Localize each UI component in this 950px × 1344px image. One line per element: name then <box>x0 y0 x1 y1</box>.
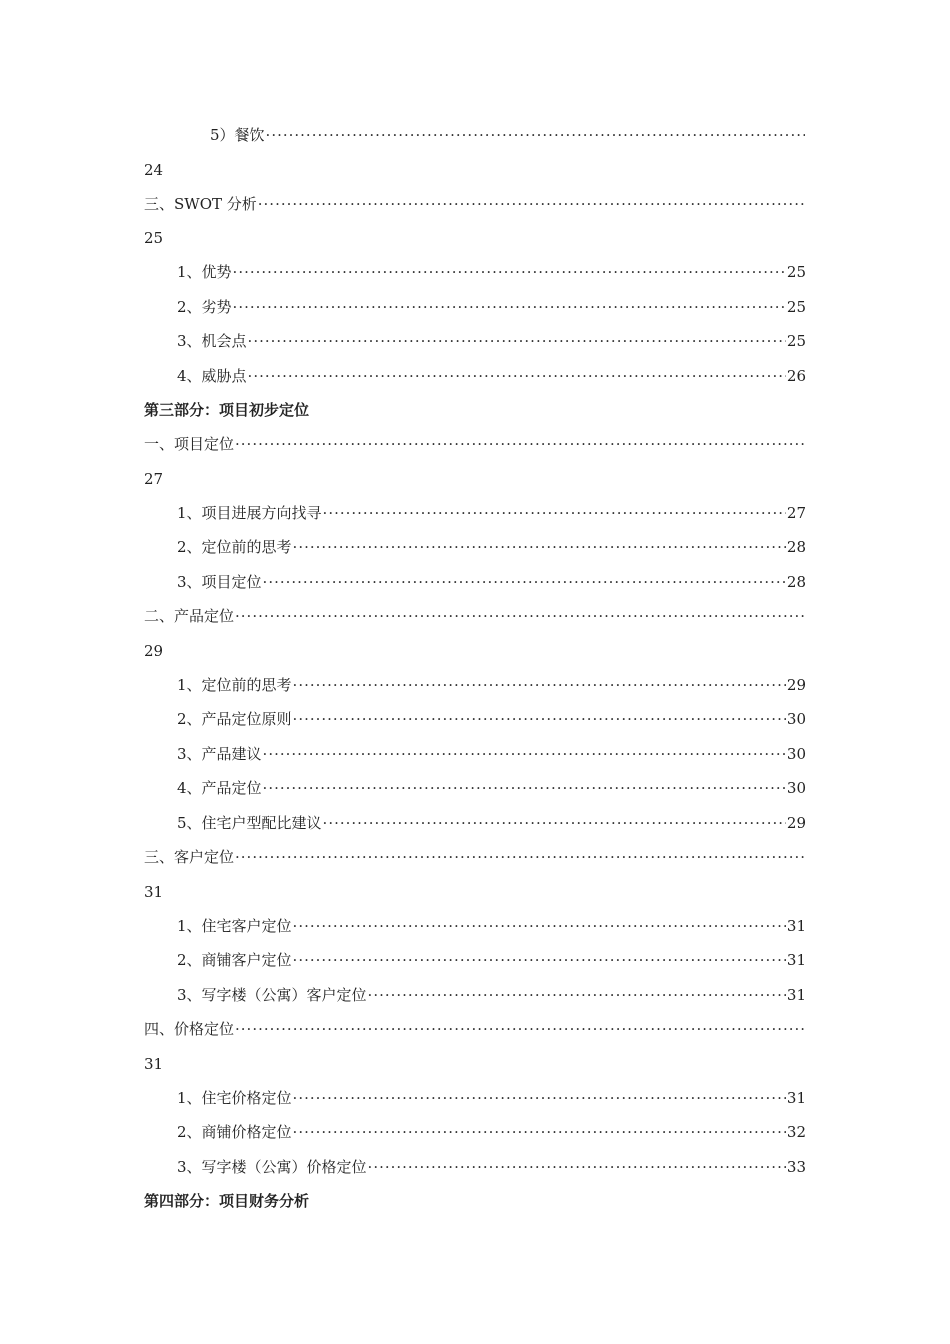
toc-entry-page: 29 <box>786 813 806 832</box>
toc-entry-page: 25 <box>786 332 806 350</box>
toc-entry[interactable] <box>144 1157 806 1192</box>
toc-entry-page: 31 <box>786 951 806 969</box>
toc-entry-title: 一、项目定位 <box>144 435 235 453</box>
toc-entry-page: 30 <box>786 779 806 797</box>
toc-entry[interactable] <box>144 194 806 229</box>
toc-entry[interactable] <box>144 1122 806 1157</box>
toc-entry-title: 2、劣势 <box>177 297 232 316</box>
toc-leader-dots <box>323 813 786 833</box>
toc-entry[interactable] <box>144 709 806 744</box>
toc-entry-title: 3、写字楼（公寓）价格定位 <box>177 1157 367 1176</box>
toc-entry-page: 31 <box>786 916 806 935</box>
toc-entry-title: 2、商铺客户定位 <box>177 951 292 969</box>
toc-entry-title: 1、住宅价格定位 <box>177 1088 292 1107</box>
toc-entry[interactable] <box>144 262 806 297</box>
toc-leader-dots <box>235 1019 805 1039</box>
toc-entry-page: 25 <box>786 263 806 281</box>
toc-entry[interactable] <box>144 606 806 641</box>
toc-entry-page: 32 <box>786 1123 806 1141</box>
toc-entry[interactable] <box>144 1088 806 1123</box>
toc-entry-page: 31 <box>144 882 164 901</box>
toc-entry-page: 31 <box>786 1088 806 1107</box>
toc-entry[interactable] <box>144 331 806 366</box>
toc-entry-title: 二、产品定位 <box>144 607 235 625</box>
toc-entry-page: 25 <box>144 229 164 247</box>
toc-entry-page: 29 <box>144 641 164 660</box>
toc-entry-title: 4、产品定位 <box>177 779 262 797</box>
toc-entry-title: 三、客户定位 <box>144 848 235 866</box>
toc-entry-page: 30 <box>786 744 806 763</box>
toc-leader-dots <box>323 503 786 523</box>
toc-leader-dots <box>233 297 786 317</box>
toc-entry-title: 5）餐饮 <box>210 126 265 144</box>
toc-entry[interactable] <box>144 675 806 710</box>
section-heading: 第三部分：项目初步定位 <box>144 401 310 419</box>
toc-entry-page: 31 <box>786 985 806 1004</box>
toc-entry-title: 2、产品定位原则 <box>177 710 292 728</box>
toc-entry[interactable] <box>144 985 806 1020</box>
toc-leader-dots <box>263 744 786 764</box>
toc-leader-dots <box>293 675 786 695</box>
toc-entry-title: 1、项目进展方向找寻 <box>177 503 322 522</box>
toc-entry-title: 3、写字楼（公寓）客户定位 <box>177 985 367 1004</box>
table-of-contents <box>144 125 806 1225</box>
toc-leader-dots <box>248 366 786 386</box>
toc-entry-title: 2、商铺价格定位 <box>177 1123 292 1141</box>
toc-entry-page: 28 <box>786 572 806 591</box>
toc-entry-title: 1、优势 <box>177 263 232 281</box>
toc-entry[interactable] <box>144 366 806 401</box>
toc-entry[interactable] <box>144 916 806 951</box>
toc-entry-page: 27 <box>786 503 806 522</box>
toc-entry-title: 三、SWOT 分析 <box>144 194 257 213</box>
toc-entry-page: 26 <box>786 366 806 385</box>
toc-leader-dots <box>233 262 786 282</box>
toc-entry[interactable] <box>144 950 806 985</box>
toc-entry[interactable] <box>144 434 806 469</box>
toc-entry-title: 5、住宅户型配比建议 <box>177 813 322 832</box>
toc-entry-page: 24 <box>144 160 164 179</box>
toc-entry-page: 30 <box>786 710 806 728</box>
toc-entry-page: 33 <box>786 1157 806 1176</box>
toc-entry[interactable] <box>144 572 806 607</box>
toc-entry-page: 27 <box>144 469 164 488</box>
toc-leader-dots <box>293 537 786 557</box>
toc-entry[interactable] <box>144 744 806 779</box>
toc-entry-title: 四、价格定位 <box>144 1020 235 1038</box>
toc-entry-page: 31 <box>144 1054 164 1073</box>
toc-entry-page: 28 <box>786 538 806 556</box>
toc-leader-dots <box>293 950 786 970</box>
toc-entry[interactable] <box>144 847 806 882</box>
toc-leader-dots <box>368 1157 786 1177</box>
toc-leader-dots <box>263 572 786 592</box>
toc-entry[interactable] <box>144 125 806 160</box>
toc-leader-dots <box>263 778 786 798</box>
toc-leader-dots <box>235 606 805 626</box>
toc-entry-title: 3、产品建议 <box>177 744 262 763</box>
toc-leader-dots <box>293 916 786 936</box>
toc-entry-title: 2、定位前的思考 <box>177 538 292 556</box>
toc-entry-title: 1、住宅客户定位 <box>177 916 292 935</box>
toc-entry-page: 29 <box>786 675 806 694</box>
toc-entry[interactable] <box>144 297 806 332</box>
toc-entry-title: 4、威胁点 <box>177 366 247 385</box>
toc-leader-dots <box>235 434 805 454</box>
toc-leader-dots <box>368 985 786 1005</box>
toc-entry[interactable] <box>144 503 806 538</box>
toc-leader-dots <box>293 1122 786 1142</box>
toc-leader-dots <box>248 331 786 351</box>
toc-leader-dots <box>266 125 805 145</box>
toc-entry-title: 1、定位前的思考 <box>177 675 292 694</box>
toc-leader-dots <box>293 709 786 729</box>
toc-leader-dots <box>258 194 805 214</box>
toc-leader-dots <box>235 847 805 867</box>
toc-entry-title: 3、项目定位 <box>177 572 262 591</box>
toc-entry[interactable] <box>144 813 806 848</box>
toc-entry[interactable] <box>144 1019 806 1054</box>
toc-entry-page: 25 <box>786 297 806 316</box>
toc-entry[interactable] <box>144 778 806 813</box>
toc-leader-dots <box>293 1088 786 1108</box>
section-heading: 第四部分：项目财务分析 <box>144 1192 310 1210</box>
toc-entry-title: 3、机会点 <box>177 332 247 350</box>
toc-entry[interactable] <box>144 537 806 572</box>
